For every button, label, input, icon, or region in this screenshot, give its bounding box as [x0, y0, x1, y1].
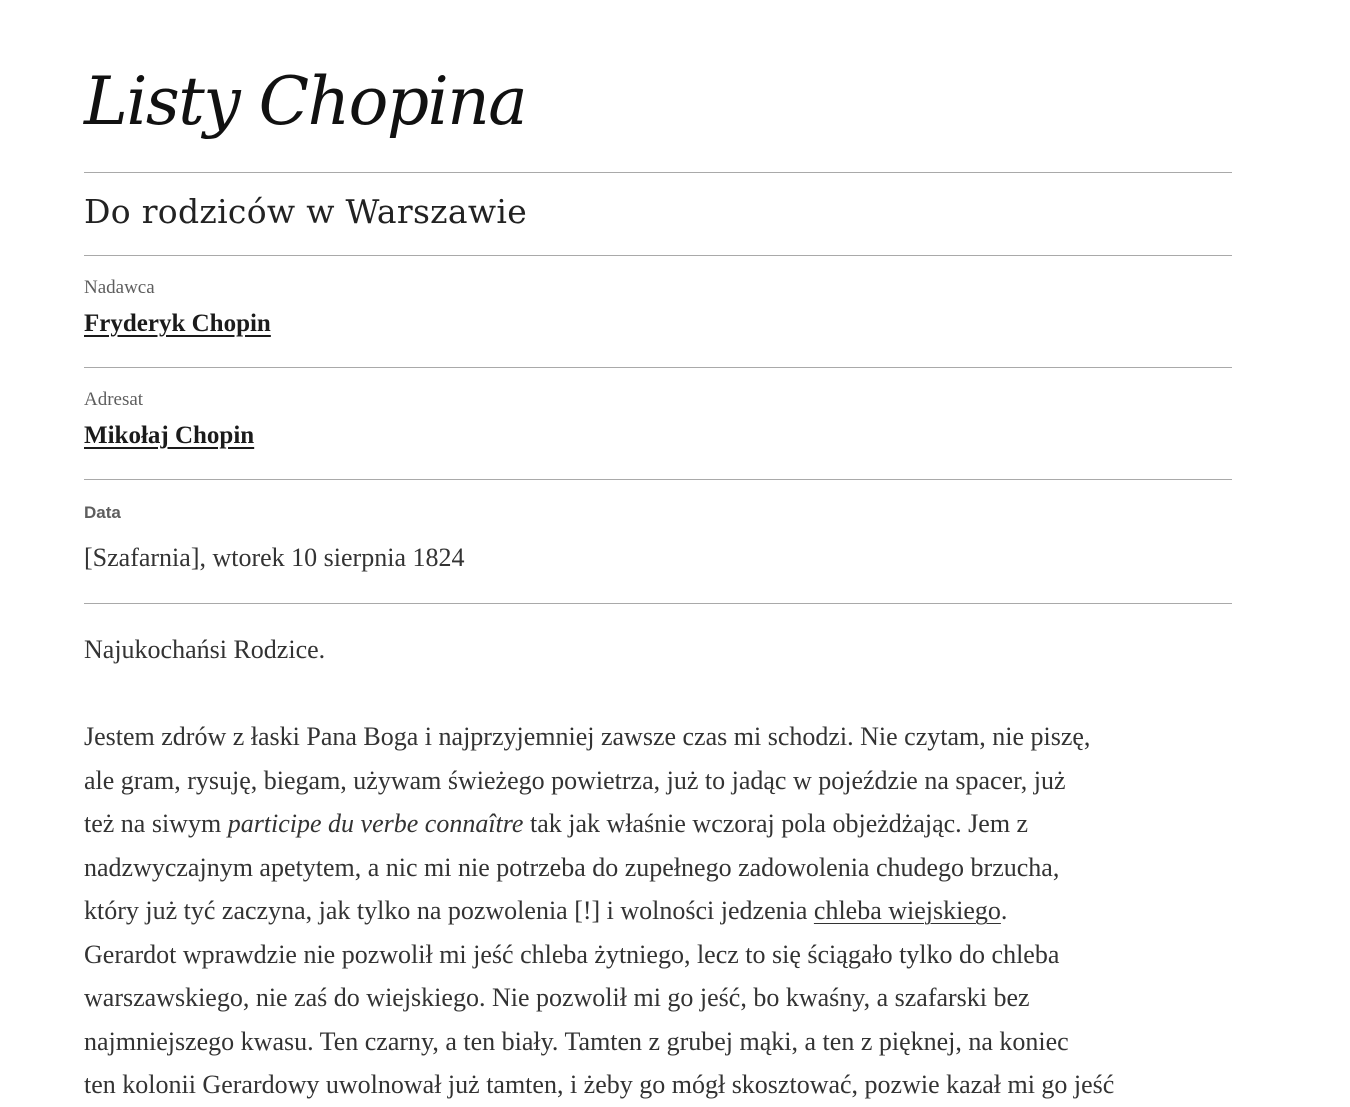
divider: [84, 172, 1232, 173]
body-line: nadzwyczajnym apetytem, a nic mi nie potrzeba do zupełnego zadowolenia chudego brzucha,: [84, 852, 1060, 882]
divider: [84, 367, 1232, 368]
body-line: Gerardot wprawdzie nie pozwolił mi jeść chleba żytniego, lecz to się ściągało tylko do chleba: [84, 939, 1060, 969]
sender-link[interactable]: Fryderyk Chopin: [84, 310, 271, 337]
date-label: Data: [84, 503, 121, 522]
body-line: warszawskiego, nie zaś do wiejskiego. Nie pozwolił mi go jeść, bo kwaśny, a szafarski bez: [84, 983, 1030, 1012]
body-line: [84, 802, 1232, 846]
recipient-link[interactable]: Mikołaj Chopin: [84, 422, 255, 449]
italic-phrase: participe du verbe connaître: [227, 809, 524, 838]
recipient-label: Adresat: [84, 389, 144, 410]
body-line: [84, 889, 1232, 933]
body-text-segment: tak jak właśnie wczoraj pola objeżdżając. Jem z: [523, 809, 1029, 838]
divider: [84, 603, 1232, 604]
body-line: Jestem zdrów z łaski Pana Boga i najprzyjemniej zawsze czas mi schodzi. Nie czytam, nie piszę,: [84, 722, 1091, 751]
body-line: najmniejszego kwasu. Ten czarny, a ten biały. Tamten z grubej mąki, a ten z pięknej, na koniec: [84, 1026, 1069, 1056]
divider: [84, 255, 1232, 256]
divider: [84, 479, 1232, 480]
site-title[interactable]: Listy Chopina: [84, 63, 527, 140]
body-line: ten kolonii Gerardowy uwolnował już tamten, i żeby go mógł skosztować, pozwie kazał mi go jeść: [84, 1070, 1115, 1099]
body-text-segment: .: [1000, 896, 1008, 925]
footnote-link[interactable]: chleba wiejskiego: [813, 896, 1001, 925]
body-text-segment: który już tyć zaczyna, jak tylko na pozwolenia [!] i wolności jedzenia: [84, 896, 814, 925]
letter-title: Do rodziców w Warszawie: [84, 192, 528, 231]
body-line: ale gram, rysuję, biegam, używam świeżego powietrza, już to jadąc w pojeździe na spacer, już: [84, 765, 1066, 795]
date-value: [Szafarnia], wtorek 10 sierpnia 1824: [84, 543, 465, 572]
body-text-segment: też na siwym: [84, 809, 228, 838]
letter-greeting: Najukochańsi Rodzice.: [84, 635, 326, 664]
letter-body: [84, 715, 1232, 1107]
sender-label: Nadawca: [84, 277, 155, 298]
